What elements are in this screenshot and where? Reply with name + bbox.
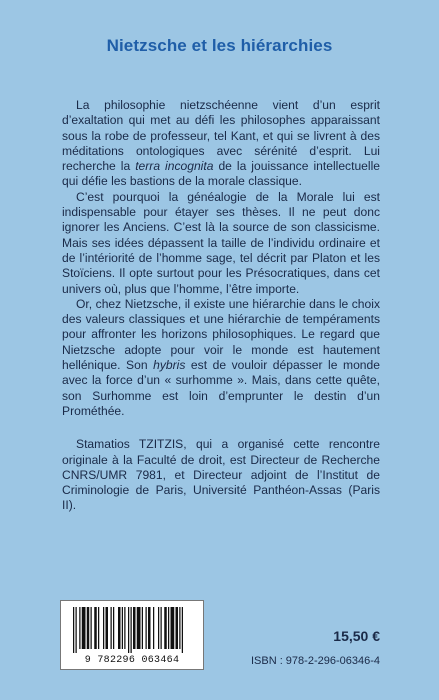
barcode-bar [106,607,109,649]
blurb-paragraph-1-italic: terra incognita [135,159,214,174]
barcode-bar [113,607,114,649]
blurb-paragraph-3-italic: hybris [153,358,186,373]
isbn: ISBN : 978-2-296-06346-4 [250,655,380,667]
barcode-bar [73,607,74,653]
barcode-bar [137,607,141,649]
barcode-bar [176,607,179,649]
barcode-bar [118,607,121,649]
author-note: Stamatios TZITZIS, qui a organisé cette rencontre originale à la Faculté de droit, est Directeur de Recherche CNRS/UMR 7981, et Directeur adjoint de l’Institut de Criminologie de Paris, Université Panthéon-Assas (Paris II). [62,437,380,513]
barcode-bar [79,607,80,649]
blurb-paragraph-1-start: La philosophie nietzschéenne vient d’un esprit d’exaltation qui met au défi les philosophes apparaissant sous la robe de professeur, tel Kant, et qui se livrent à des méditations ontologiques avec sérénité d’esprit. Lui recherche la [62,98,380,174]
barcode-bar [87,607,90,649]
barcode-bar [131,607,132,653]
barcode-bars [71,607,193,653]
barcode [60,600,204,670]
barcode-bar [94,607,97,649]
barcode-bar [91,607,92,649]
barcode-bar [179,607,180,649]
blurb-paragraph-3-end: est de vouloir dépasser le monde avec la force d’un « surhomme ». Mais, dans cette quête, son Surhomme est loin d’emprunter le destin d’un Prométhée. [62,358,380,418]
barcode-bar [76,607,77,653]
barcode-bar [153,607,154,649]
barcode-bar [82,607,86,649]
barcode-bar [146,607,147,649]
barcode-number: 9 782296 063464 [84,655,180,666]
barcode-bar [98,607,99,649]
blurb [62,98,380,514]
barcode-bar [168,607,169,649]
blurb-paragraph-3 [62,297,380,419]
barcode-bar [142,607,143,649]
barcode-bar [103,607,104,649]
barcode-bar [171,607,175,649]
barcode-bar [164,607,167,649]
barcode-bar [124,607,125,649]
barcode-bar [148,607,151,649]
blurb-paragraph-2: C’est pourquoi la généalogie de la Morale lui est indispensable pour étayer ses thèses. Il ne peut donc ignorer les Anciens. C’est là la source de son classicisme. Mais ses idées dépassent la taille de l’individu ordinaire et de l’intériorité de l’homme sage, tel décrit par Platon et les Stoïciens. Il opte surtout pour les Présocratiques, dans cet univers où, plus que l’homme, l’être importe. [62,189,380,296]
barcode-bar [161,607,162,649]
barcode-bar [158,607,159,649]
blurb-paragraph-3-start: Or, chez Nietzsche, il existe une hiérarchie dans le choix des valeurs classiques et une hiérarchie de tempéraments pour affronter les horizons philosophiques. Le regard que Nietzsche adopte pour voir le monde est hautement hellénique. Son [62,296,380,373]
barcode-bar [133,607,136,649]
barcode-bar [128,607,129,653]
price: 15,50 € [333,628,380,644]
blurb-paragraph-1 [62,98,380,190]
barcode-bar [182,607,183,653]
barcode-bar [122,607,123,649]
book-title: Nietzsche et les hiérarchies [106,36,333,55]
barcode-bar [111,607,112,649]
blurb-paragraph-1-end: de la jouissance intellectuelle qui défie les bastions de la morale classique. [62,159,381,189]
